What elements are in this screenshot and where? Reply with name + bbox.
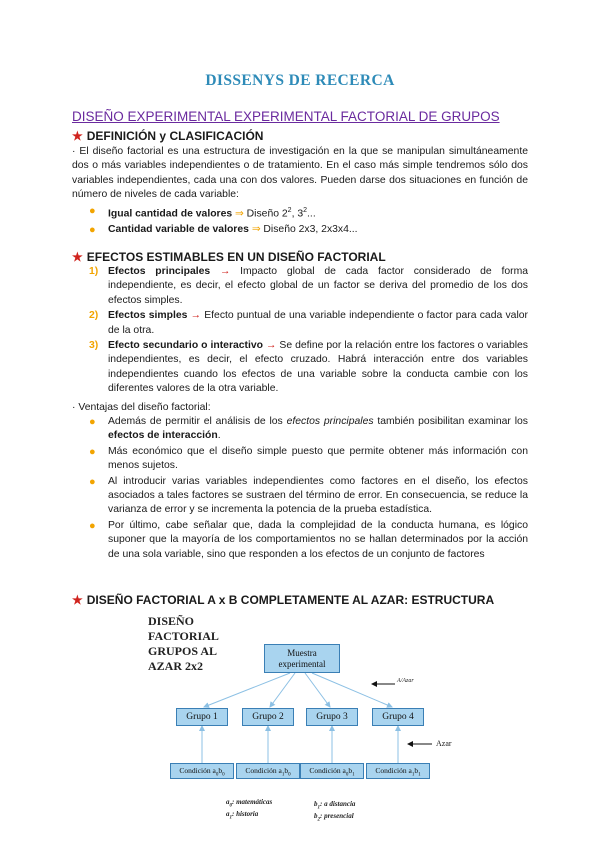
azar-top-label: A/Azar — [397, 678, 414, 684]
condition-box-1: Condición $a_0b_0$ — [170, 763, 234, 779]
heading-efectos: ★ EFECTOS ESTIMABLES EN UN DISEÑO FACTORIAL — [72, 250, 386, 264]
list-item: ● Cantidad variable de valores ⇒ Diseño 2x3, 2x3x4... — [89, 223, 358, 236]
legend-factor-a: $a_0$: matemáticas $a_1$: historia — [226, 798, 273, 821]
group-box-2: Grupo 2 — [242, 708, 294, 726]
bullet-icon: ● — [89, 416, 96, 428]
bullet-icon: ● — [89, 445, 96, 458]
diagram-title: DISEÑO FACTORIAL GRUPOS AL AZAR 2x2 — [148, 614, 219, 673]
bullet-icon: ● — [89, 223, 96, 236]
list-item: 3) Efecto secundario o interactivo → Se define por la relación entre los factores o variables independientes, es decir, el efecto cruzado. Habrá interacción entre dos variables independientes cuando los efectos de una variable sobre la conducta cambie con los diferentes valores de la otra variable. — [89, 340, 529, 395]
azar-right-label: Azar — [436, 739, 452, 748]
heading-estructura: ★ DISEÑO FACTORIAL A x B COMPLETAMENTE AL AZAR: ESTRUCTURA — [72, 593, 495, 607]
list-item: ● Más económico que el diseño simple puesto que permite obtener más información con menos sujetos. — [89, 445, 528, 472]
group-box-1: Grupo 1 — [176, 708, 228, 726]
arrow-sample-group4 — [312, 673, 392, 707]
list-item: ● Por último, cabe señalar que, dada la complejidad de la conducta humana, es lógico suponer que la mayoría de los comportamientos no se hallan determinados por la acción de una sola variable, sino que responden a los efectos de un conjunto de factores — [89, 519, 528, 560]
group-box-4: Grupo 4 — [372, 708, 424, 726]
list-item: 1) Efectos principales → Impacto global de cada factor considerado de forma independiente, es decir, el efecto global de un factor se deriva del promedio de los dos efectos simples. — [89, 266, 528, 306]
sample-box: Muestra experimental — [264, 644, 340, 673]
bullet-icon: ● — [89, 519, 96, 532]
list-item: ● Al introducir varias variables independientes como factores en el diseño, los efectos asociados a tales factores se sustraen del término de error. En consecuencia, se reduce la varianza de error y se incrementa la potencia de la prueba estadística. — [89, 475, 528, 516]
definition-paragraph: · El diseño factorial es una estructura de investigación en la que se manipulan simultáneamente dos o más variables independientes o de tratamiento. En el caso más simple tendremos sólo dos variables independientes, cada una con dos valores. Pueden darse dos situaciones en función de número de niveles de cada variable: — [72, 146, 528, 201]
bullet-icon: ● — [89, 475, 96, 488]
star-icon: ★ — [72, 250, 83, 264]
group-box-3: Grupo 3 — [306, 708, 358, 726]
bullet-icon: ● — [89, 205, 96, 217]
list-item: 2) Efectos simples → Efecto puntual de una variable independiente o factor para cada valor de la otra. — [89, 310, 528, 336]
list-item: ● Igual cantidad de valores ⇒ Diseño $2^2$, $3^2$... — [89, 205, 316, 220]
condition-box-2: Condición $a_1b_0$ — [236, 763, 300, 779]
condition-box-3: Condición $a_0b_1$ — [300, 763, 364, 779]
factorial-diagram — [140, 610, 470, 825]
list-item: ● Además de permitir el análisis de los efectos principales también posibilitan examinar los efectos de interacción. — [89, 416, 528, 442]
document-title: DISSENYS DE RECERCA — [205, 72, 395, 89]
advantages-intro: · Ventajas del diseño factorial: — [72, 402, 211, 413]
arrow-sample-group2 — [270, 673, 295, 707]
star-icon: ★ — [72, 593, 83, 607]
arrow-sample-group3 — [305, 673, 330, 707]
heading-definicion: ★ DEFINICIÓN y CLASIFICACIÓN — [72, 129, 264, 143]
section-title: DISEÑO EXPERIMENTAL EXPERIMENTAL FACTORIAL DE GRUPOS — [72, 109, 500, 124]
legend-factor-b: $b_1$: a distancia $b_2$: presencial — [314, 800, 356, 823]
star-icon: ★ — [72, 129, 83, 143]
condition-box-4: Condición $a_1b_1$ — [366, 763, 430, 779]
definition-list — [72, 204, 528, 237]
advantages-list — [72, 415, 528, 562]
effects-list — [72, 265, 528, 397]
arrow-sample-group1 — [204, 673, 290, 707]
